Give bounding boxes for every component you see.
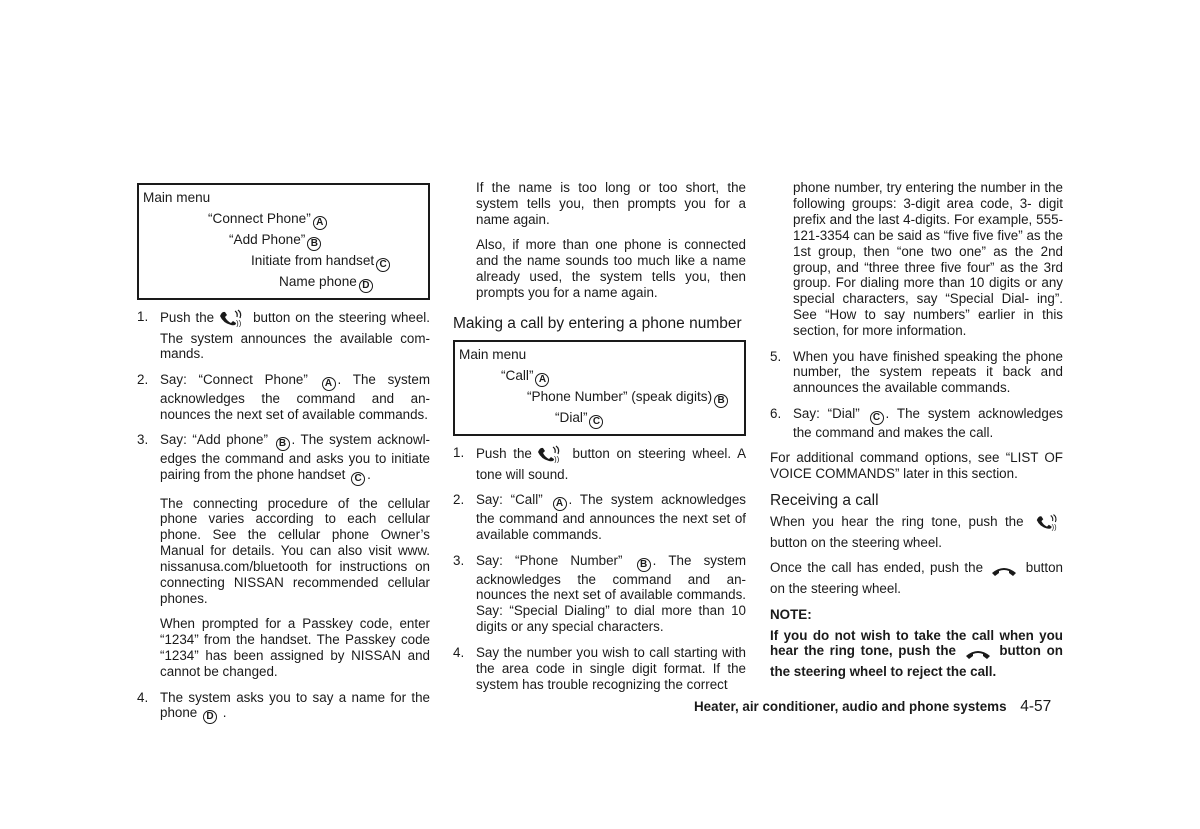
box-row-add-phone: “Add Phone” B — [143, 230, 424, 251]
step-1: 1. Push the )) button on the steering wheel. The system announces the available com- mands. — [137, 308, 431, 362]
paragraph-passkey: When prompted for a Passkey code, enter “1234” from the handset. The Passkey code “1234” has been assigned by NISSAN and cannot be changed. — [160, 616, 430, 680]
box-title: Main menu — [459, 347, 527, 363]
paragraph-call-ended: Once the call has ended, push the button on the steering wheel. — [770, 560, 1063, 597]
box-row-phone-number: “Phone Number” (speak digits) B — [459, 387, 740, 408]
step-5: 5. When you have finished speaking the phone number, the system repeats it back and announces the available commands. — [770, 348, 1063, 396]
step-6: 6. Say: “Dial” C . The system acknowledges the command and makes the call. — [770, 405, 1063, 440]
page-footer — [694, 698, 1051, 716]
badge-b: B — [714, 394, 728, 408]
box-row-dial: “Dial” C — [459, 408, 740, 429]
column-2 — [453, 180, 746, 702]
badge-a: A — [535, 373, 549, 387]
main-menu-box — [453, 340, 746, 436]
box-title: Main menu — [143, 190, 211, 205]
note-text: If you do not wish to take the call when you hear the ring tone, push the button on the steering wheel to reject the call. — [770, 627, 1063, 680]
step-1: 1. Push the )) button on steering wheel. A tone will sound. — [453, 444, 746, 482]
footer-section-title: Heater, air conditioner, audio and phone systems — [694, 699, 1007, 714]
phone-talk-icon — [1034, 513, 1060, 535]
paragraph-step4-continued: phone number, try entering the number in the following groups: 3-digit area code, 3- digit prefix and the last 4-digits. For example, 555-121-3354 can be said as “five five five” as the 1st group, then “one two one” as the 2nd group, and “three three five four” as the 3rd group. For dialing more than 10 digits or any special characters, say “Special Dial- ing”. See “How to say numbers” earlier in this section, for more information. — [793, 180, 1063, 339]
step-3: 3. Say: “Phone Number” B . The system acknowledges the command and an- nounces the next set of available commands. Say: “Special Dialing” to dial more than 10 digits or any special characters. — [453, 552, 747, 635]
box-row-call: “Call” A — [459, 366, 740, 387]
main-menu-box — [137, 183, 430, 300]
heading-receiving-call: Receiving a call — [770, 491, 879, 509]
svg-text:)): )) — [553, 454, 560, 463]
paragraph-options: For additional command options, see “LIST OF VOICE COMMANDS” later in this section. — [770, 450, 1063, 482]
badge-a: A — [322, 377, 336, 391]
paragraph-name-length: If the name is too long or too short, the system tells you, then prompts you for a name again. — [476, 180, 746, 227]
step-3: 3. Say: “Add phone” B . The system acknowl- edges the command and asks you to initiate pairing from the phone handset C . — [137, 432, 430, 485]
svg-text:)): )) — [1051, 522, 1057, 531]
badge-b: B — [276, 437, 290, 451]
badge-b: B — [307, 237, 321, 251]
step-4: 4. The system asks you to say a name for the phone D . — [137, 689, 430, 723]
phone-talk-icon — [535, 445, 563, 467]
step-2: 2. Say: “Call” A . The system acknowledges the command and announces the next set of available commands. — [453, 492, 746, 543]
badge-c: C — [870, 411, 884, 425]
badge-c: C — [589, 415, 603, 429]
paragraph-connecting: The connecting procedure of the cellular phone varies according to each cellular phone. See the cellular phone Owner’s Manual for details. You can also visit www. nissanusa.com/bluetooth for instructions on connecting NISSAN recommended cellular phones. — [160, 495, 430, 606]
column-3 — [770, 180, 1063, 690]
phone-hangup-icon — [991, 565, 1017, 581]
step-2: 2. Say: “Connect Phone” A . The system acknowledges the command and an- nounces the next set of available commands. — [137, 371, 430, 422]
badge-b: B — [637, 558, 651, 572]
badge-a: A — [313, 216, 327, 230]
svg-text:)): )) — [236, 318, 242, 327]
badge-a: A — [553, 497, 567, 511]
box-row-initiate: Initiate from handset C — [143, 251, 424, 272]
heading-making-call: Making a call by entering a phone number — [453, 314, 742, 332]
note-label: NOTE: — [770, 606, 812, 622]
phone-hangup-icon — [965, 648, 991, 664]
paragraph-name-similar: Also, if more than one phone is connected and the name sounds too much like a name already used, the system tells you, then prompts you for a name again. — [476, 237, 746, 300]
badge-c: C — [376, 258, 390, 272]
badge-c: C — [351, 472, 365, 486]
box-row-connect-phone: “Connect Phone” A — [143, 209, 424, 230]
box-row-name-phone: Name phone D — [143, 272, 424, 293]
page-number: 4-57 — [1020, 698, 1052, 715]
badge-d: D — [359, 279, 373, 293]
badge-d: D — [203, 710, 217, 724]
step-4: 4. Say the number you wish to call starting with the area code in single digit format. If the system has trouble recognizing the correct — [453, 644, 746, 692]
column-1 — [137, 180, 430, 734]
paragraph-ring-tone: When you hear the ring tone, push the )) button on the steering wheel. — [770, 513, 1063, 551]
phone-talk-icon — [217, 309, 245, 331]
